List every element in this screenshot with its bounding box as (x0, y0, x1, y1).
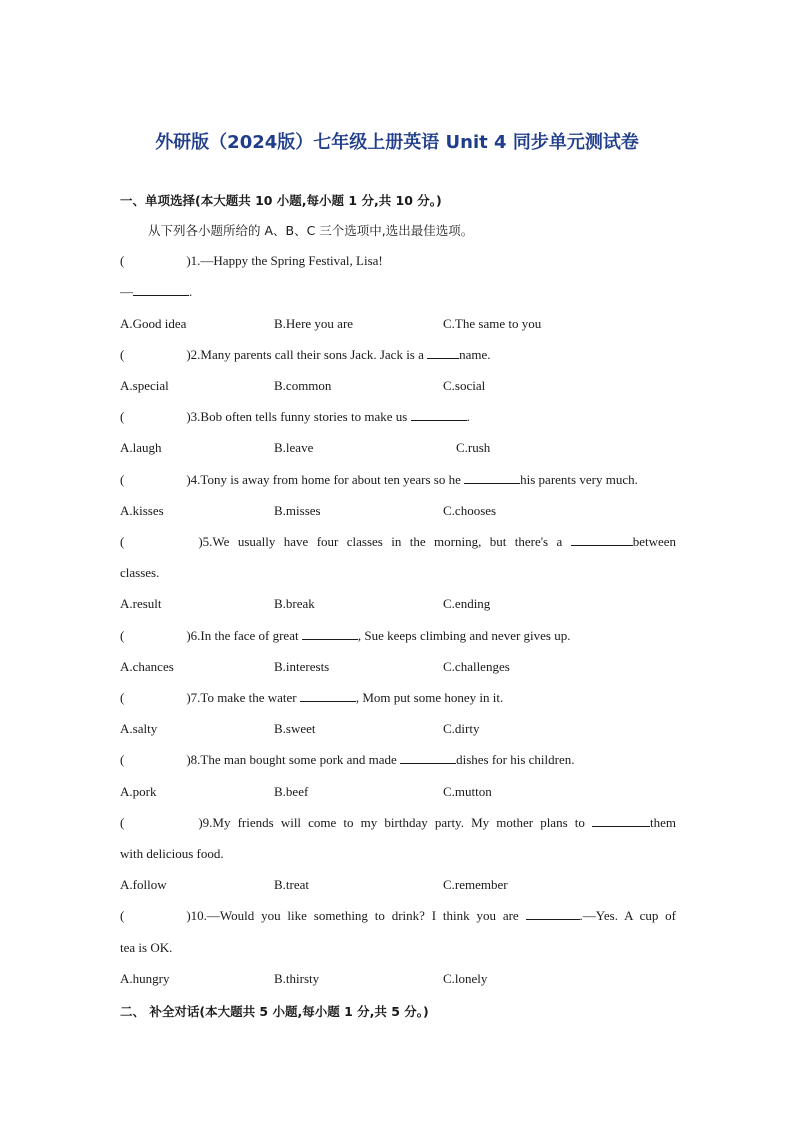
answer-paren-open: ( (120, 347, 125, 362)
option-b[interactable]: B.interests (274, 659, 330, 674)
question-text: )3.Bob often tells funny stories to make us (186, 409, 411, 424)
dash: — (120, 284, 133, 299)
question-text: )10.—Would you like something to drink? I think you are (186, 908, 526, 923)
answer-blank (411, 409, 467, 421)
answer-blank (133, 284, 189, 296)
question-text-after: name. (459, 347, 491, 362)
answer-blank (464, 472, 520, 484)
option-a[interactable]: A.chances (120, 659, 174, 674)
question-text: )4.Tony is away from home for about ten years so he (186, 472, 465, 487)
question-10-continued: tea is OK. (120, 940, 173, 955)
section-1-instruction: 从下列各小题所给的 A、B、C 三个选项中,选出最佳选项。 (148, 223, 474, 238)
question-text-after: them (650, 815, 676, 830)
question-text-after: .—Yes. A cup of (579, 908, 677, 923)
question-text: )1.—Happy the Spring Festival, Lisa! (186, 253, 383, 268)
answer-paren-open: ( (120, 690, 125, 705)
question-text: )6.In the face of great (186, 628, 302, 643)
option-c[interactable]: C.social (443, 378, 486, 393)
option-c[interactable]: C.mutton (443, 784, 492, 799)
question-2 (120, 347, 676, 362)
question-text: )8.The man bought some pork and made (186, 752, 401, 767)
option-b[interactable]: B.misses (274, 503, 321, 518)
option-b[interactable]: B.thirsty (274, 971, 320, 986)
answer-blank (300, 690, 356, 702)
option-b[interactable]: B.beef (274, 784, 309, 799)
question-text-after: his parents very much. (520, 472, 638, 487)
answer-paren-open: ( (120, 908, 125, 923)
answer-blank (427, 347, 459, 359)
question-text-after: , Sue keeps climbing and never gives up. (357, 628, 571, 643)
question-text-after: dishes for his children. (456, 752, 575, 767)
option-c[interactable]: C.remember (443, 877, 508, 892)
answer-paren-open: ( (120, 534, 125, 549)
option-c[interactable]: C.rush (456, 440, 491, 455)
question-text: )7.To make the water (186, 690, 300, 705)
answer-paren-open: ( (120, 409, 125, 424)
option-b[interactable]: B.break (274, 596, 315, 611)
answer-paren-open: ( (120, 472, 125, 487)
option-a[interactable]: A.hungry (120, 971, 170, 986)
period: . (189, 284, 193, 299)
question-9 (120, 815, 676, 830)
question-3 (120, 409, 676, 424)
question-text: )9.My friends will come to my birthday party. My mother plans to (198, 815, 592, 830)
answer-paren-open: ( (120, 628, 125, 643)
answer-blank (302, 628, 358, 640)
answer-blank (592, 815, 650, 827)
question-text-after: between (632, 534, 676, 549)
question-5 (120, 534, 676, 549)
question-4 (120, 472, 676, 487)
option-c[interactable]: C.chooses (443, 503, 497, 518)
question-10 (120, 908, 676, 923)
option-c[interactable]: C.challenges (443, 659, 510, 674)
option-a[interactable]: A.special (120, 378, 169, 393)
question-text: )5.We usually have four classes in the morning, but there's a (198, 534, 571, 549)
answer-blank (400, 752, 456, 764)
answer-paren-open: ( (120, 815, 125, 830)
option-c[interactable]: C.ending (443, 596, 491, 611)
question-text-after: . (466, 409, 470, 424)
option-c[interactable]: C.lonely (443, 971, 488, 986)
option-a[interactable]: A.pork (120, 784, 157, 799)
question-1 (120, 253, 676, 268)
option-a[interactable]: A.result (120, 596, 162, 611)
answer-paren-open: ( (120, 253, 125, 268)
question-8 (120, 752, 676, 767)
option-c[interactable]: C.dirty (443, 721, 480, 736)
option-b[interactable]: B.Here you are (274, 316, 354, 331)
page-title: 外研版（2024版）七年级上册英语 Unit 4 同步单元测试卷 (155, 132, 639, 153)
option-b[interactable]: B.treat (274, 877, 310, 892)
question-text-after: , Mom put some honey in it. (355, 690, 504, 705)
option-a[interactable]: A.salty (120, 721, 158, 736)
option-c[interactable]: C.The same to you (443, 316, 542, 331)
question-7 (120, 690, 676, 705)
option-b[interactable]: B.common (274, 378, 332, 393)
option-a[interactable]: A.laugh (120, 440, 162, 455)
question-text: )2.Many parents call their sons Jack. Jack is a (186, 347, 428, 362)
option-b[interactable]: B.sweet (274, 721, 316, 736)
answer-paren-open: ( (120, 752, 125, 767)
section-1-heading: 一、单项选择(本大题共 10 小题,每小题 1 分,共 10 分。) (120, 193, 442, 208)
question-1-continued (120, 284, 676, 299)
section-2-heading: 二、 补全对话(本大题共 5 小题,每小题 1 分,共 5 分。) (120, 1004, 429, 1019)
answer-blank (571, 534, 633, 546)
option-a[interactable]: A.kisses (120, 503, 164, 518)
option-a[interactable]: A.follow (120, 877, 167, 892)
option-a[interactable]: A.Good idea (120, 316, 187, 331)
answer-blank (526, 908, 580, 920)
question-6 (120, 628, 676, 643)
question-5-continued: classes. (120, 565, 160, 580)
question-9-continued: with delicious food. (120, 846, 224, 861)
option-b[interactable]: B.leave (274, 440, 314, 455)
